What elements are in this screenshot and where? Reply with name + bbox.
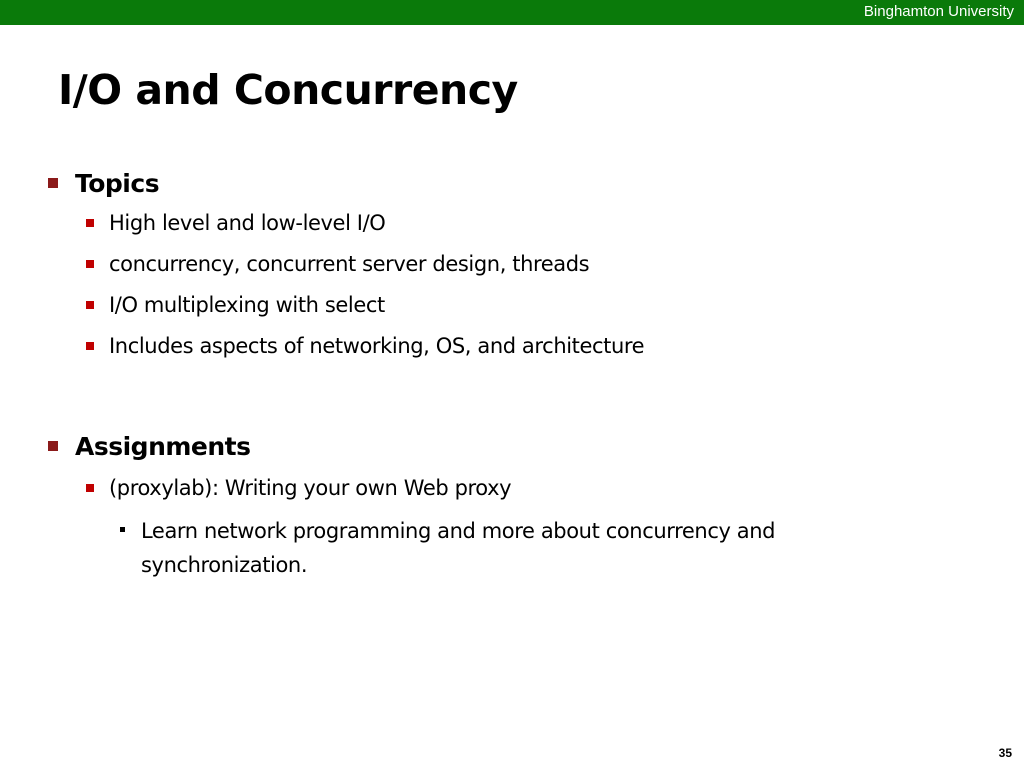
section-heading: Assignments xyxy=(75,431,251,461)
bullet-item xyxy=(86,208,644,249)
square-bullet-icon xyxy=(48,178,58,188)
bullet-item xyxy=(86,473,881,514)
sub-bullet-text: Learn network programming and more about concurrency and synchronization. xyxy=(141,519,776,577)
slide-title: I/O and Concurrency xyxy=(58,66,518,114)
section-assignments xyxy=(48,428,881,582)
bullet-text: (proxylab): Writing your own Web proxy xyxy=(109,476,512,500)
header-bar xyxy=(0,0,1024,25)
bullet-level1 xyxy=(48,165,644,201)
square-bullet-icon xyxy=(86,219,94,227)
section-topics xyxy=(48,165,644,372)
square-bullet-icon xyxy=(86,301,94,309)
sub-bullet-item xyxy=(120,514,881,582)
bullet-item xyxy=(86,290,644,331)
bullet-item xyxy=(86,331,644,372)
section-heading: Topics xyxy=(75,168,160,198)
square-bullet-icon xyxy=(86,260,94,268)
page-number: 35 xyxy=(998,746,1012,760)
square-bullet-icon xyxy=(86,342,94,350)
bullet-text: concurrency, concurrent server design, threads xyxy=(109,252,590,276)
bullet-item xyxy=(86,249,644,290)
small-square-bullet-icon xyxy=(120,527,125,532)
square-bullet-icon xyxy=(86,484,94,492)
bullet-level1 xyxy=(48,428,881,464)
bullet-text: I/O multiplexing with select xyxy=(109,293,385,317)
bullet-text: Includes aspects of networking, OS, and architecture xyxy=(109,334,645,358)
bullet-text: High level and low-level I/O xyxy=(109,211,386,235)
organization-name: Binghamton University xyxy=(863,3,1014,20)
square-bullet-icon xyxy=(48,441,58,451)
